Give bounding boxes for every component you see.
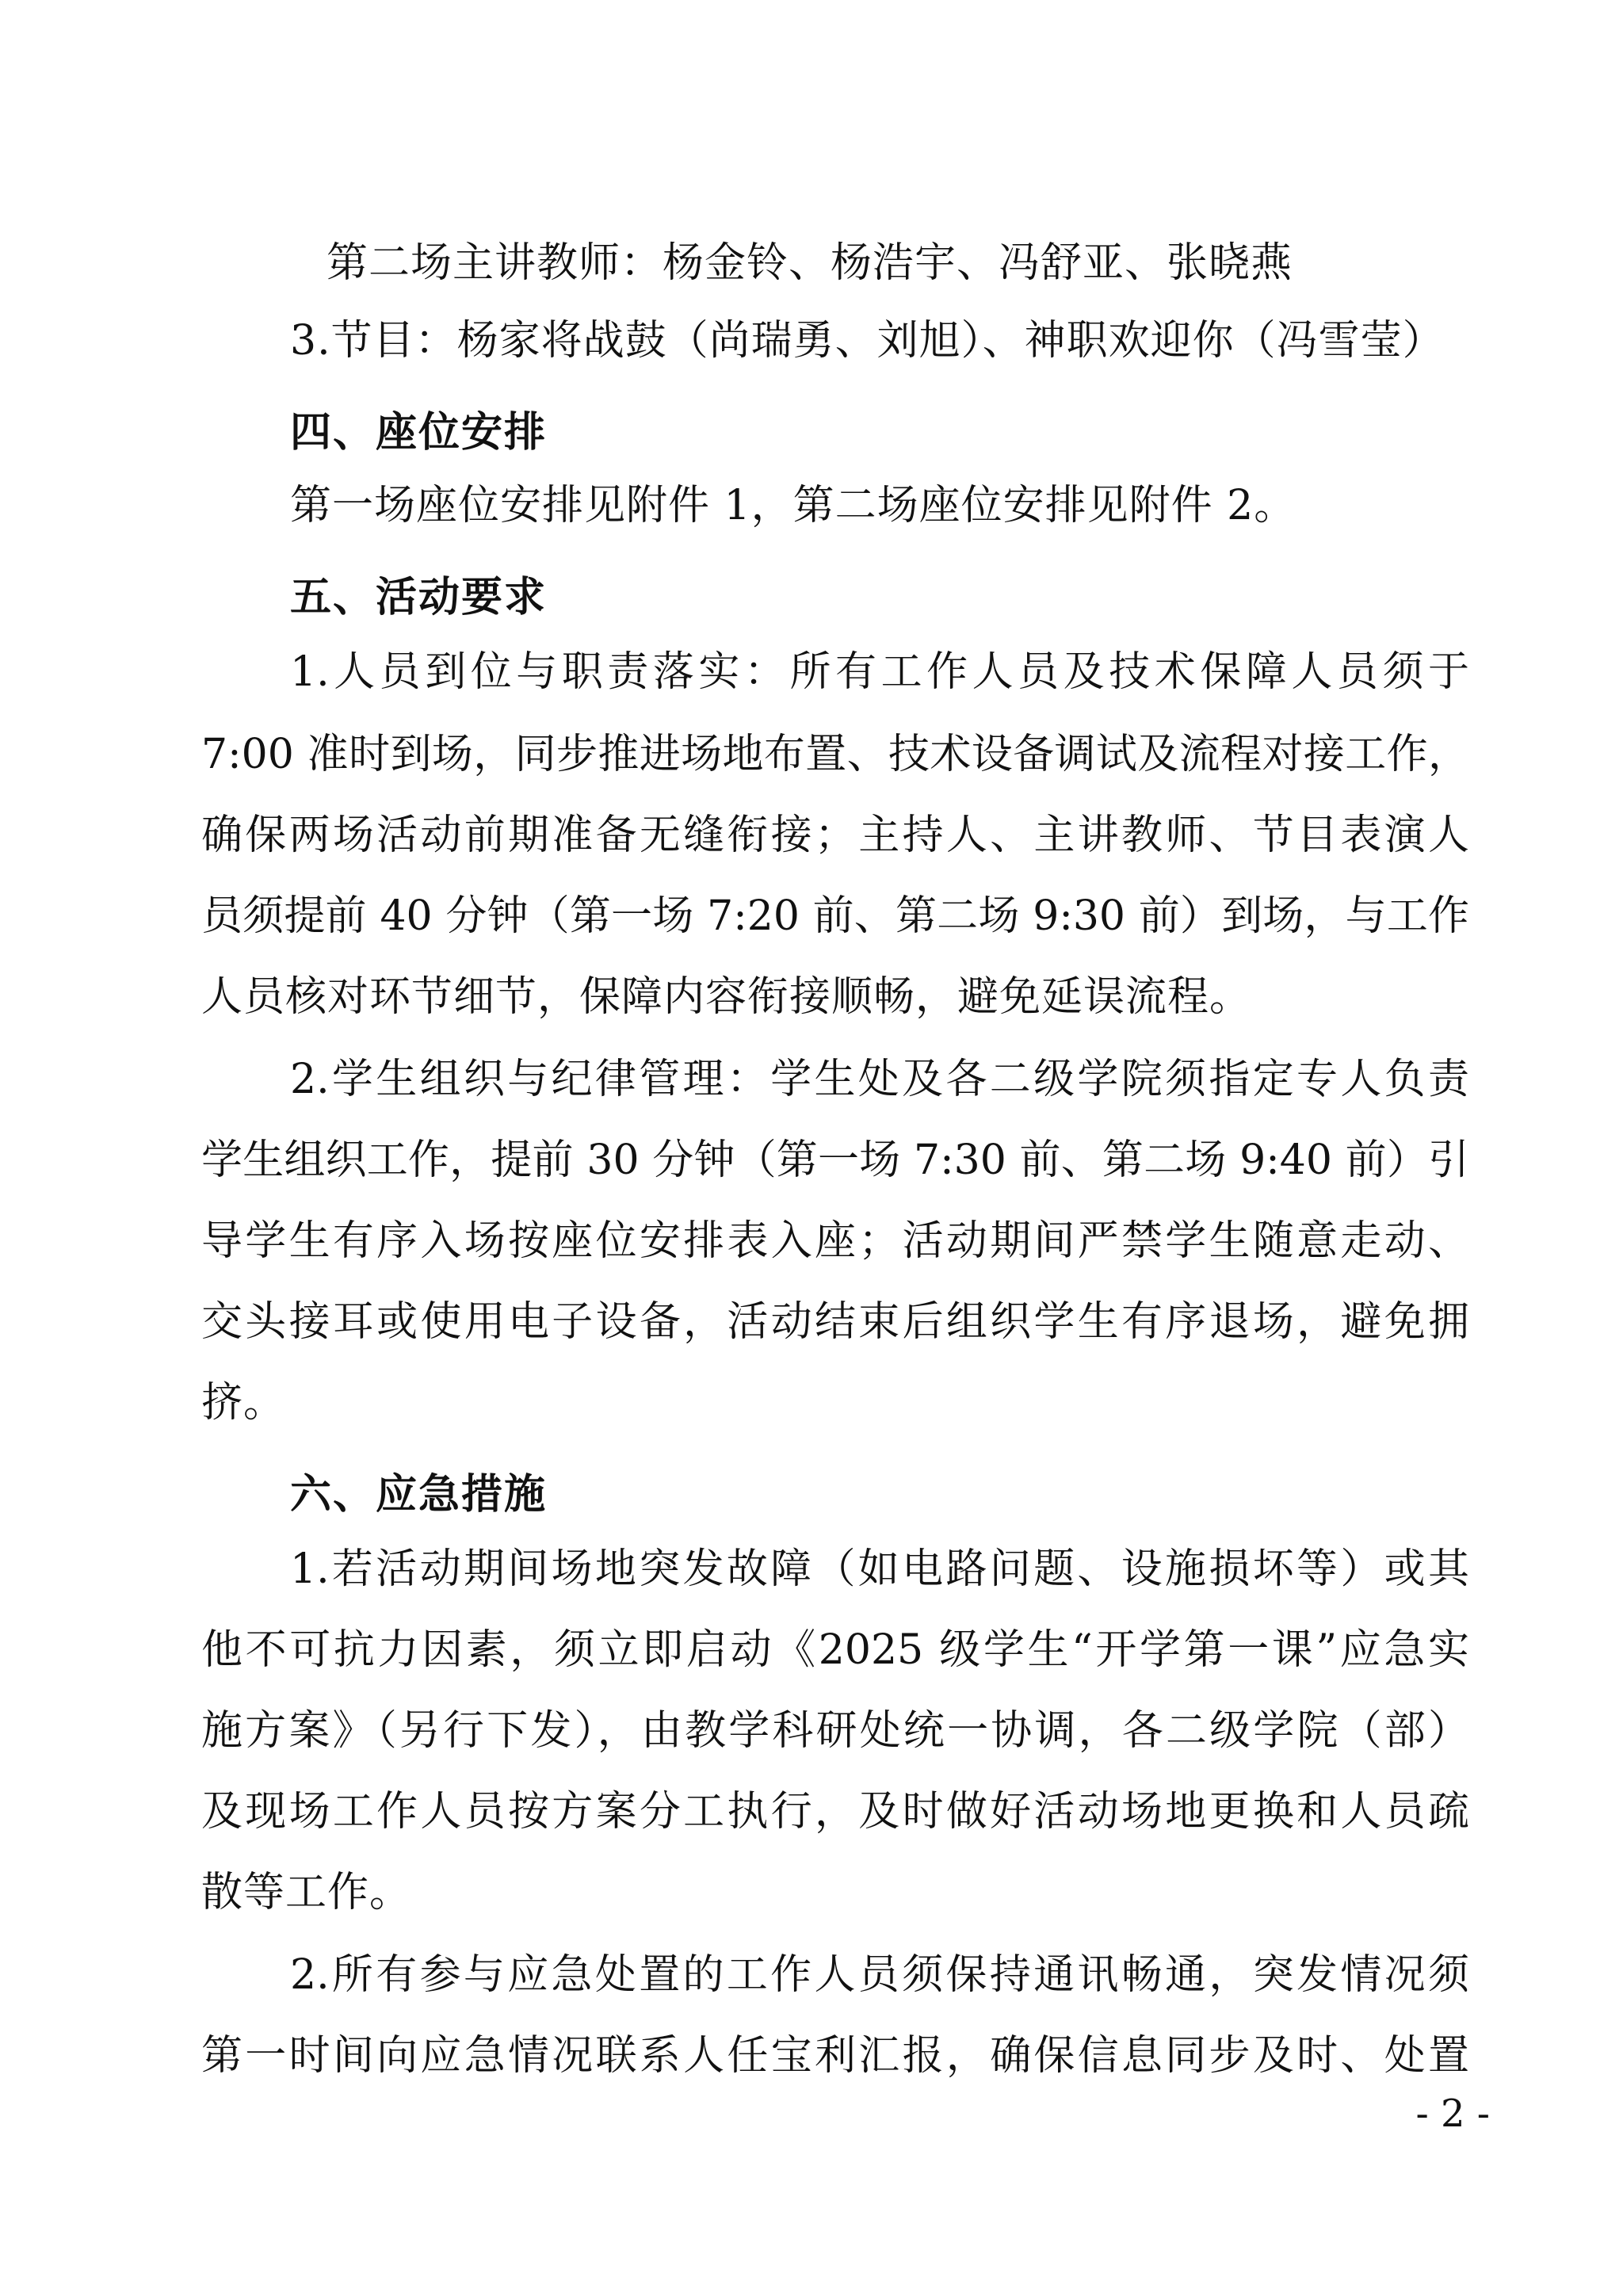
emergency-paragraph2-line1: 2.所有参与应急处置的工作人员须保持通讯畅通，突发情况须 <box>290 1951 1469 1999</box>
requirements-paragraph1-line5: 人员核对环节细节，保障内容衔接顺畅，避免延误流程。 <box>201 973 1252 1021</box>
requirements-paragraph2-line2: 学生组织工作，提前 30 分钟（第一场 7:30 前、第二场 9:40 前）引 <box>201 1137 1469 1184</box>
emergency-paragraph1-line4: 及现场工作人员按方案分工执行，及时做好活动场地更换和人员疏 <box>201 1788 1469 1836</box>
program-line: 3.节目：杨家将战鼓（尚瑞勇、刘旭）、神职欢迎你（冯雪莹） <box>290 317 1445 365</box>
requirements-paragraph2-line5: 挤。 <box>201 1379 286 1427</box>
section-heading-requirements: 五、活动要求 <box>290 574 548 621</box>
seating-paragraph-line: 第一场座位安排见附件 1，第二场座位安排见附件 2。 <box>290 482 1296 529</box>
emergency-paragraph2-line2: 第一时间向应急情况联系人任宝利汇报，确保信息同步及时、处置 <box>201 2032 1469 2080</box>
emergency-paragraph1-line1: 1.若活动期间场地突发故障（如电路问题、设施损坏等）或其 <box>290 1545 1469 1593</box>
emergency-paragraph1-line3: 施方案》（另行下发），由教学科研处统一协调，各二级学院（部） <box>201 1707 1469 1755</box>
requirements-paragraph1-line4: 员须提前 40 分钟（第一场 7:20 前、第二场 9:30 前）到场，与工作 <box>201 892 1469 940</box>
requirements-paragraph1-line2: 7:00 准时到场，同步推进场地布置、技术设备调试及流程对接工作， <box>201 731 1469 778</box>
section-heading-seating: 四、座位安排 <box>290 409 548 457</box>
requirements-paragraph2-line3: 导学生有序入场按座位安排表入座；活动期间严禁学生随意走动、 <box>201 1217 1469 1265</box>
requirements-paragraph2-line1: 2.学生组织与纪律管理：学生处及各二级学院须指定专人负责 <box>290 1056 1469 1103</box>
emergency-paragraph1-line5: 散等工作。 <box>201 1869 412 1916</box>
requirements-paragraph1-line3: 确保两场活动前期准备无缝衔接；主持人、主讲教师、节目表演人 <box>201 812 1469 859</box>
section-heading-emergency: 六、应急措施 <box>290 1471 548 1519</box>
page-number: - 2 - <box>1415 2092 1490 2136</box>
speaker-list-line: 第二场主讲教师：杨金铃、杨浩宇、冯舒亚、张晓燕 <box>327 239 1293 287</box>
requirements-paragraph1-line1: 1.人员到位与职责落实：所有工作人员及技术保障人员须于 <box>290 648 1469 696</box>
requirements-paragraph2-line4: 交头接耳或使用电子设备，活动结束后组织学生有序退场，避免拥 <box>201 1298 1469 1346</box>
emergency-paragraph1-line2: 他不可抗力因素，须立即启动《2025 级学生“开学第一课”应急实 <box>201 1626 1469 1674</box>
